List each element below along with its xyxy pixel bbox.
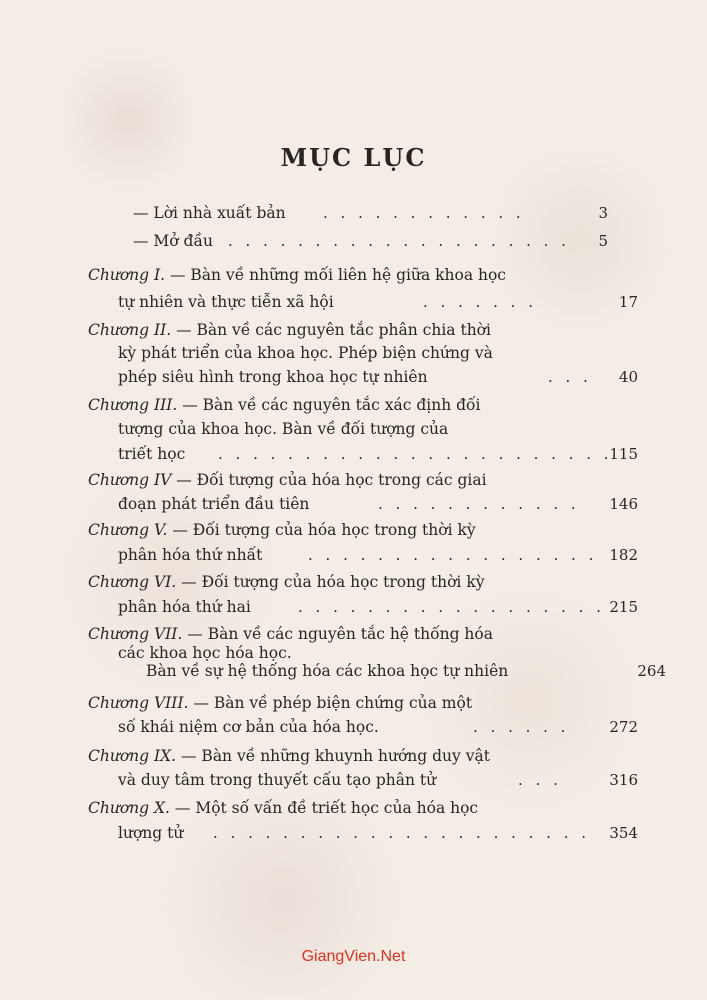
chapter-title-line: — Bàn về những mối liên hệ giữa khoa học [169,266,506,284]
chapter-title-line: — Bàn về những khuynh hướng duy vật [181,747,490,765]
toc-entry-label: — Mở đầu [133,232,213,250]
toc-chapter-2[interactable] [88,320,608,340]
chapter-title-line: tượng của khoa học. Bàn về đối tượng của [118,420,449,438]
chapter-number: Chương IV [88,471,177,489]
dot-leader: . . . [548,368,592,386]
toc-chapter-8[interactable] [88,693,608,713]
toc-chapter-3[interactable] [88,395,608,415]
chapter-number: Chương X. [88,799,175,817]
dot-leader: . . . . . . . . . . . . [323,204,525,222]
toc-page-number: 215 [609,598,638,616]
toc-entry-label: — Lời nhà xuất bản [133,204,286,222]
toc-page-number: 264 [637,662,666,680]
toc-chapter-4-cont [88,494,638,514]
toc-page-number: 354 [609,824,638,842]
dot-leader: . . . . . . . . . . . . . . . . . . . . . . [213,824,591,842]
toc-chapter-2-cont [88,367,638,387]
chapter-title-line: — Bàn về các nguyên tắc phân chia thời [176,321,491,339]
toc-chapter-7-cont [88,661,666,681]
toc-chapter-7[interactable] [88,624,608,644]
chapter-title-line: và duy tâm trong thuyết cấu tạo phân tử [118,771,437,789]
toc-chapter-5-cont [88,545,638,565]
chapter-title-line: các khoa học hóa học. [118,644,292,662]
toc-chapter-9-cont [88,770,638,790]
chapter-title-line: phép siêu hình trong khoa học tự nhiên [118,368,428,386]
chapter-title-line: — Đối tượng của hóa học trong các giai [176,471,487,489]
toc-page-number: 3 [598,204,608,222]
toc-entry-loi-nha-xuat-ban[interactable] [88,203,608,223]
toc-page-number: 146 [609,495,638,513]
chapter-title-line: — Bàn về các nguyên tắc hệ thống hóa [187,625,493,643]
chapter-title-line: — Một số vấn đề triết học của hóa học [174,799,479,817]
toc-entry-mo-dau[interactable] [88,231,608,251]
dot-leader: . . . . . . . . . . . . . . . . . . [298,598,605,616]
toc-chapter-3-cont [88,444,638,464]
chapter-number: Chương IX. [88,747,181,765]
toc-chapter-1-cont [88,292,638,312]
chapter-number: Chương VII. [88,625,188,643]
toc-chapter-4[interactable] [88,470,608,490]
chapter-number: Chương VI. [88,573,182,591]
toc-page-number: 115 [609,445,638,463]
dot-leader: . . . [518,771,562,789]
chapter-title-line: phân hóa thứ hai [118,598,251,616]
toc-page-number: 182 [609,546,638,564]
chapter-number: Chương II. [88,321,177,339]
toc-page-number: 40 [618,368,638,386]
dot-leader: . . . . . . [473,718,570,736]
toc-chapter-6[interactable] [88,572,608,592]
chapter-title-line: — Bàn về các nguyên tắc xác định đối [182,396,481,414]
chapter-number: Chương VIII. [88,694,194,712]
toc-chapter-10[interactable] [88,798,608,818]
chapter-number: Chương III. [88,396,183,414]
chapter-title-line: lượng tử [118,824,184,842]
toc-chapter-7-cont [88,643,638,663]
toc-page-number: 316 [609,771,638,789]
chapter-title-line: phân hóa thứ nhất [118,546,263,564]
chapter-title-line: đoạn phát triển đầu tiên [118,495,310,513]
toc-chapter-2-cont [88,343,638,363]
toc-chapter-3-cont [88,419,638,439]
toc-page-number: 17 [618,293,638,311]
chapter-title-line: kỳ phát triển của khoa học. Phép biện chứng và [118,344,493,362]
dot-leader: . . . . . . . . . . . . . . . . . [308,546,598,564]
chapter-title-line: — Đối tượng của hóa học trong thời kỳ [172,521,476,539]
page-title: MỤC LỤC [280,143,427,172]
toc-page-number: 5 [598,232,608,250]
toc-chapter-8-cont [88,717,638,737]
dot-leader: . . . . . . . . . . . . [378,495,580,513]
toc-chapter-5[interactable] [88,520,608,540]
chapter-title-line: tự nhiên và thực tiễn xã hội [118,293,334,311]
toc-chapter-10-cont [88,823,638,843]
chapter-title-line: triết học [118,445,186,463]
chapter-title-line: số khái niệm cơ bản của hóa học. [118,718,379,736]
chapter-number: Chương I. [88,266,170,284]
site-watermark: GiangVien.Net [301,948,406,965]
dot-leader: . . . . . . . . . . . . . . . . . . . . [228,232,570,250]
chapter-title-line: Bàn về sự hệ thống hóa các khoa học tự nhiên [146,662,509,680]
toc-chapter-1[interactable] [88,265,608,285]
dot-leader: . . . . . . . . . . . . . . . . . . . . . . . [218,445,613,463]
toc-chapter-9[interactable] [88,746,608,766]
chapter-title-line: — Bàn về phép biện chứng của một [193,694,473,712]
toc-chapter-6-cont [88,597,638,617]
chapter-number: Chương V. [88,521,173,539]
toc-page-number: 272 [609,718,638,736]
chapter-title-line: — Đối tượng của hóa học trong thời kỳ [181,573,485,591]
dot-leader: . . . . . . . [423,293,537,311]
